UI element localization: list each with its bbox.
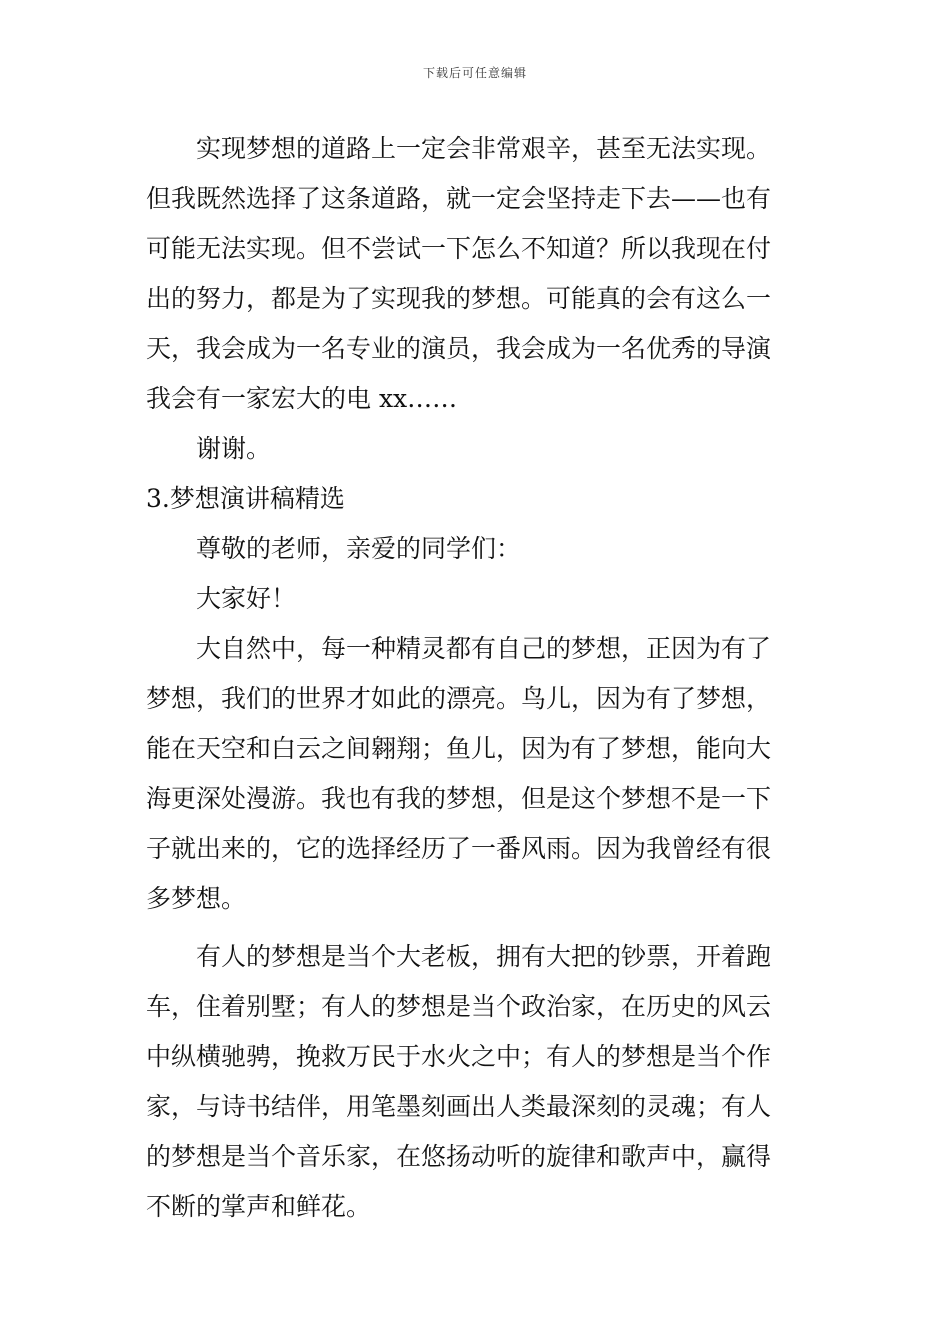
paragraph-line: 但我既然选择了这条道路，就一定会坚持走下去——也有	[146, 184, 772, 213]
paragraph-line: 家，与诗书结伴，用笔墨刻画出人类最深刻的灵魂；有人	[146, 1092, 772, 1121]
paragraph-line: 我会有一家宏大的电 xx……	[146, 384, 458, 413]
salutation: 尊敬的老师，亲爱的同学们：	[196, 534, 522, 563]
paragraph-line: 的梦想是当个音乐家，在悠扬动听的旋律和歌声中，赢得	[146, 1142, 772, 1171]
paragraph-line: 有人的梦想是当个大老板，拥有大把的钞票，开着跑	[196, 942, 772, 971]
paragraph-line: 可能无法实现。但不尝试一下怎么不知道？所以我现在付	[146, 234, 772, 263]
greeting: 大家好！	[196, 584, 297, 613]
paragraph-line: 不断的掌声和鲜花。	[146, 1192, 372, 1221]
paragraph-line: 车，住着别墅；有人的梦想是当个政治家，在历史的风云	[146, 992, 772, 1021]
paragraph-line: 大自然中，每一种精灵都有自己的梦想，正因为有了	[196, 634, 772, 663]
section-heading: 3.梦想演讲稿精选	[146, 484, 345, 513]
closing-line: 谢谢。	[196, 434, 272, 463]
paragraph-line: 海更深处漫游。我也有我的梦想，但是这个梦想不是一下	[146, 784, 772, 813]
paragraph-line: 梦想，我们的世界才如此的漂亮。鸟儿，因为有了梦想，	[146, 684, 772, 713]
paragraph-line: 能在天空和白云之间翱翔；鱼儿，因为有了梦想，能向大	[146, 734, 772, 763]
page-header: 下载后可任意编辑	[422, 66, 527, 80]
paragraph-line: 天，我会成为一名专业的演员，我会成为一名优秀的导演	[146, 334, 772, 363]
document-body	[146, 124, 808, 1232]
paragraph-line: 出的努力，都是为了实现我的梦想。可能真的会有这么一	[146, 284, 772, 313]
paragraph-gap	[146, 924, 808, 932]
paragraph-line: 子就出来的，它的选择经历了一番风雨。因为我曾经有很	[146, 834, 772, 863]
paragraph-line: 多梦想。	[146, 884, 247, 913]
paragraph-line: 中纵横驰骋，挽救万民于水火之中；有人的梦想是当个作	[146, 1042, 772, 1071]
paragraph-line: 实现梦想的道路上一定会非常艰辛，甚至无法实现。	[196, 134, 772, 163]
